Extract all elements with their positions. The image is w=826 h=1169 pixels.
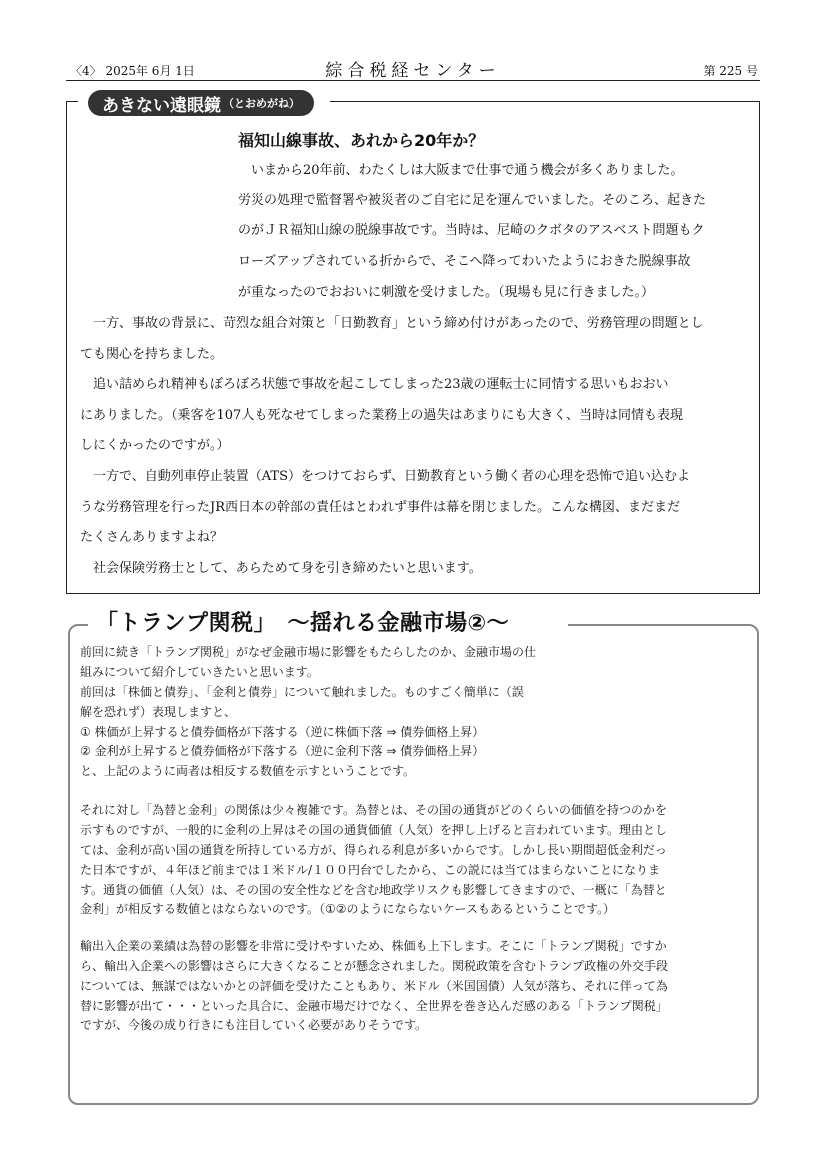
- article-2-line: ては、金利が高い国の通貨を所持している方が、得られる利息が多いからです。しかし長い期間超低金利だっ: [80, 843, 667, 857]
- article-2-line: ら、輸出入企業への影響はさらに大きくなることが懸念されました。関税政策を含むトランプ政権の外交手段: [80, 959, 669, 973]
- column-tag: [88, 90, 314, 116]
- article-2-line: 前回は「株価と債券」、「金利と債券」について触れました。ものすごく簡単に（誤: [80, 685, 524, 699]
- article-2-line: ですが、今後の成り行きにも注目していく必要がありそうです。: [80, 1018, 428, 1032]
- header-divider: [66, 80, 760, 81]
- issue-number: 第 225 号: [703, 64, 758, 78]
- article-2-line: 組みについて紹介していきたいと思います。: [80, 665, 319, 679]
- article-1-line: ても関心を持ちました。: [80, 347, 224, 362]
- article-2-line: 示すものですが、一般的に金利の上昇はその国の通貨価値（人気）を押し上げると言われています。理由とし: [80, 823, 668, 837]
- article-2-line: 解を恐れず）表現しますと、: [80, 705, 237, 719]
- article-2-line: た日本ですが、４年ほど前までは１米ドル/１００円台でしたから、この説には当てはまらないことになりま: [80, 863, 661, 877]
- article-1-line: 社会保険労務士として、あらためて身を引き締めたいと思います。: [80, 561, 482, 576]
- article-1-line: 労災の処理で監督署や被災者のご自宅に足を運んでいました。そのころ、起きた: [238, 193, 707, 208]
- article-1-line: いまから20年前、わたくしは大阪まで仕事で通う機会が多くありました。: [238, 163, 684, 178]
- article-2-line: 輸出入企業の業績は為替の影響を非常に受けやすいため、株価も上下します。そこに「トランプ関税」ですか: [80, 939, 667, 953]
- article-2-line: 金利」が相反する数値とはならないのです。（①②のようにならないケースもあるということです。）: [80, 902, 615, 916]
- article-2-line: ② 金利が上昇すると債券価格が下落する（逆に金利下落 ⇒ 債券価格上昇）: [80, 744, 485, 758]
- article-1-line: 一方で、自動列車停止装置（ATS）をつけておらず、日勤教育という働く者の心理を恐怖で追い込むよ: [80, 469, 690, 484]
- article-1-line: うな労務管理を行ったJR西日本の幹部の責任はとわれず事件は幕を閉じました。こんな構図、まだまだ: [80, 500, 681, 515]
- article-1-line: 追い詰められ精神もぼろぼろ状態で事故を起こしてしまった23歳の運転士に同情する思いもおおい: [80, 377, 669, 392]
- article-2-line: それに対し「為替と金利」の関係は少々複雑です。為替とは、その国の通貨がどのくらいの価値を持つのかを: [80, 803, 668, 817]
- column-name: あきない遠眼鏡: [102, 95, 221, 116]
- article-1-line: たくさんありますよね？: [80, 530, 224, 545]
- column-reading: （とおめがね）: [223, 97, 300, 110]
- article-1-line: のがＪＲ福知山線の脱線事故です。当時は、尼崎のクボタのアスベスト問題もク: [238, 223, 705, 238]
- article-1-line: ローズアップされている折からで、そこへ降ってわいたようにおきた脱線事故: [238, 254, 691, 269]
- issue-date: 〈4〉 2025年 6月 1日: [70, 64, 195, 78]
- article-1-line: 一方、事故の背景に、苛烈な組合対策と「日勤教育」という締め付けがあったので、労務管理の問題とし: [80, 316, 704, 331]
- publication-title: 綜合税経センター: [325, 61, 501, 81]
- article-2-line: と、上記のように両者は相反する数値を示すということです。: [80, 764, 416, 778]
- article-2-line: 前回に続き「トランプ関税」がなぜ金融市場に影響をもたらしたのか、金融市場の仕: [80, 645, 537, 659]
- article-1-title: 福知山線事故、あれから20年か？: [238, 131, 485, 150]
- article-1-line: にありました。（乗客を107人も死なせてしまった業務上の過失はあまりにも大きく、当時は同情も表現: [80, 408, 684, 423]
- article-1-line: が重なったのでおおいに刺激を受けました。（現場も見に行きました。）: [238, 285, 655, 300]
- article-2-line: ① 株価が上昇すると債券価格が下落する（逆に株価下落 ⇒ 債券価格上昇）: [80, 725, 485, 739]
- article-2-title: 「トランプ関税」 ～揺れる金融市場②～: [96, 611, 510, 636]
- article-2-line: については、無謀ではないかとの評価を受けたこともあり、米ドル（米国国債）人気が落ち、それに伴って為: [80, 979, 668, 993]
- article-1-line: しにくかったのですが。）: [80, 438, 230, 453]
- article-2-line: 替に影響が出て・・・といった具合に、金融市場だけでなく、全世界を巻き込んだ感のある「トランプ関税」: [80, 999, 668, 1013]
- article-2-line: す。通貨の価値（人気）は、その国の安全性などを含む地政学リスクも影響してきますので、一概に「為替と: [80, 883, 667, 897]
